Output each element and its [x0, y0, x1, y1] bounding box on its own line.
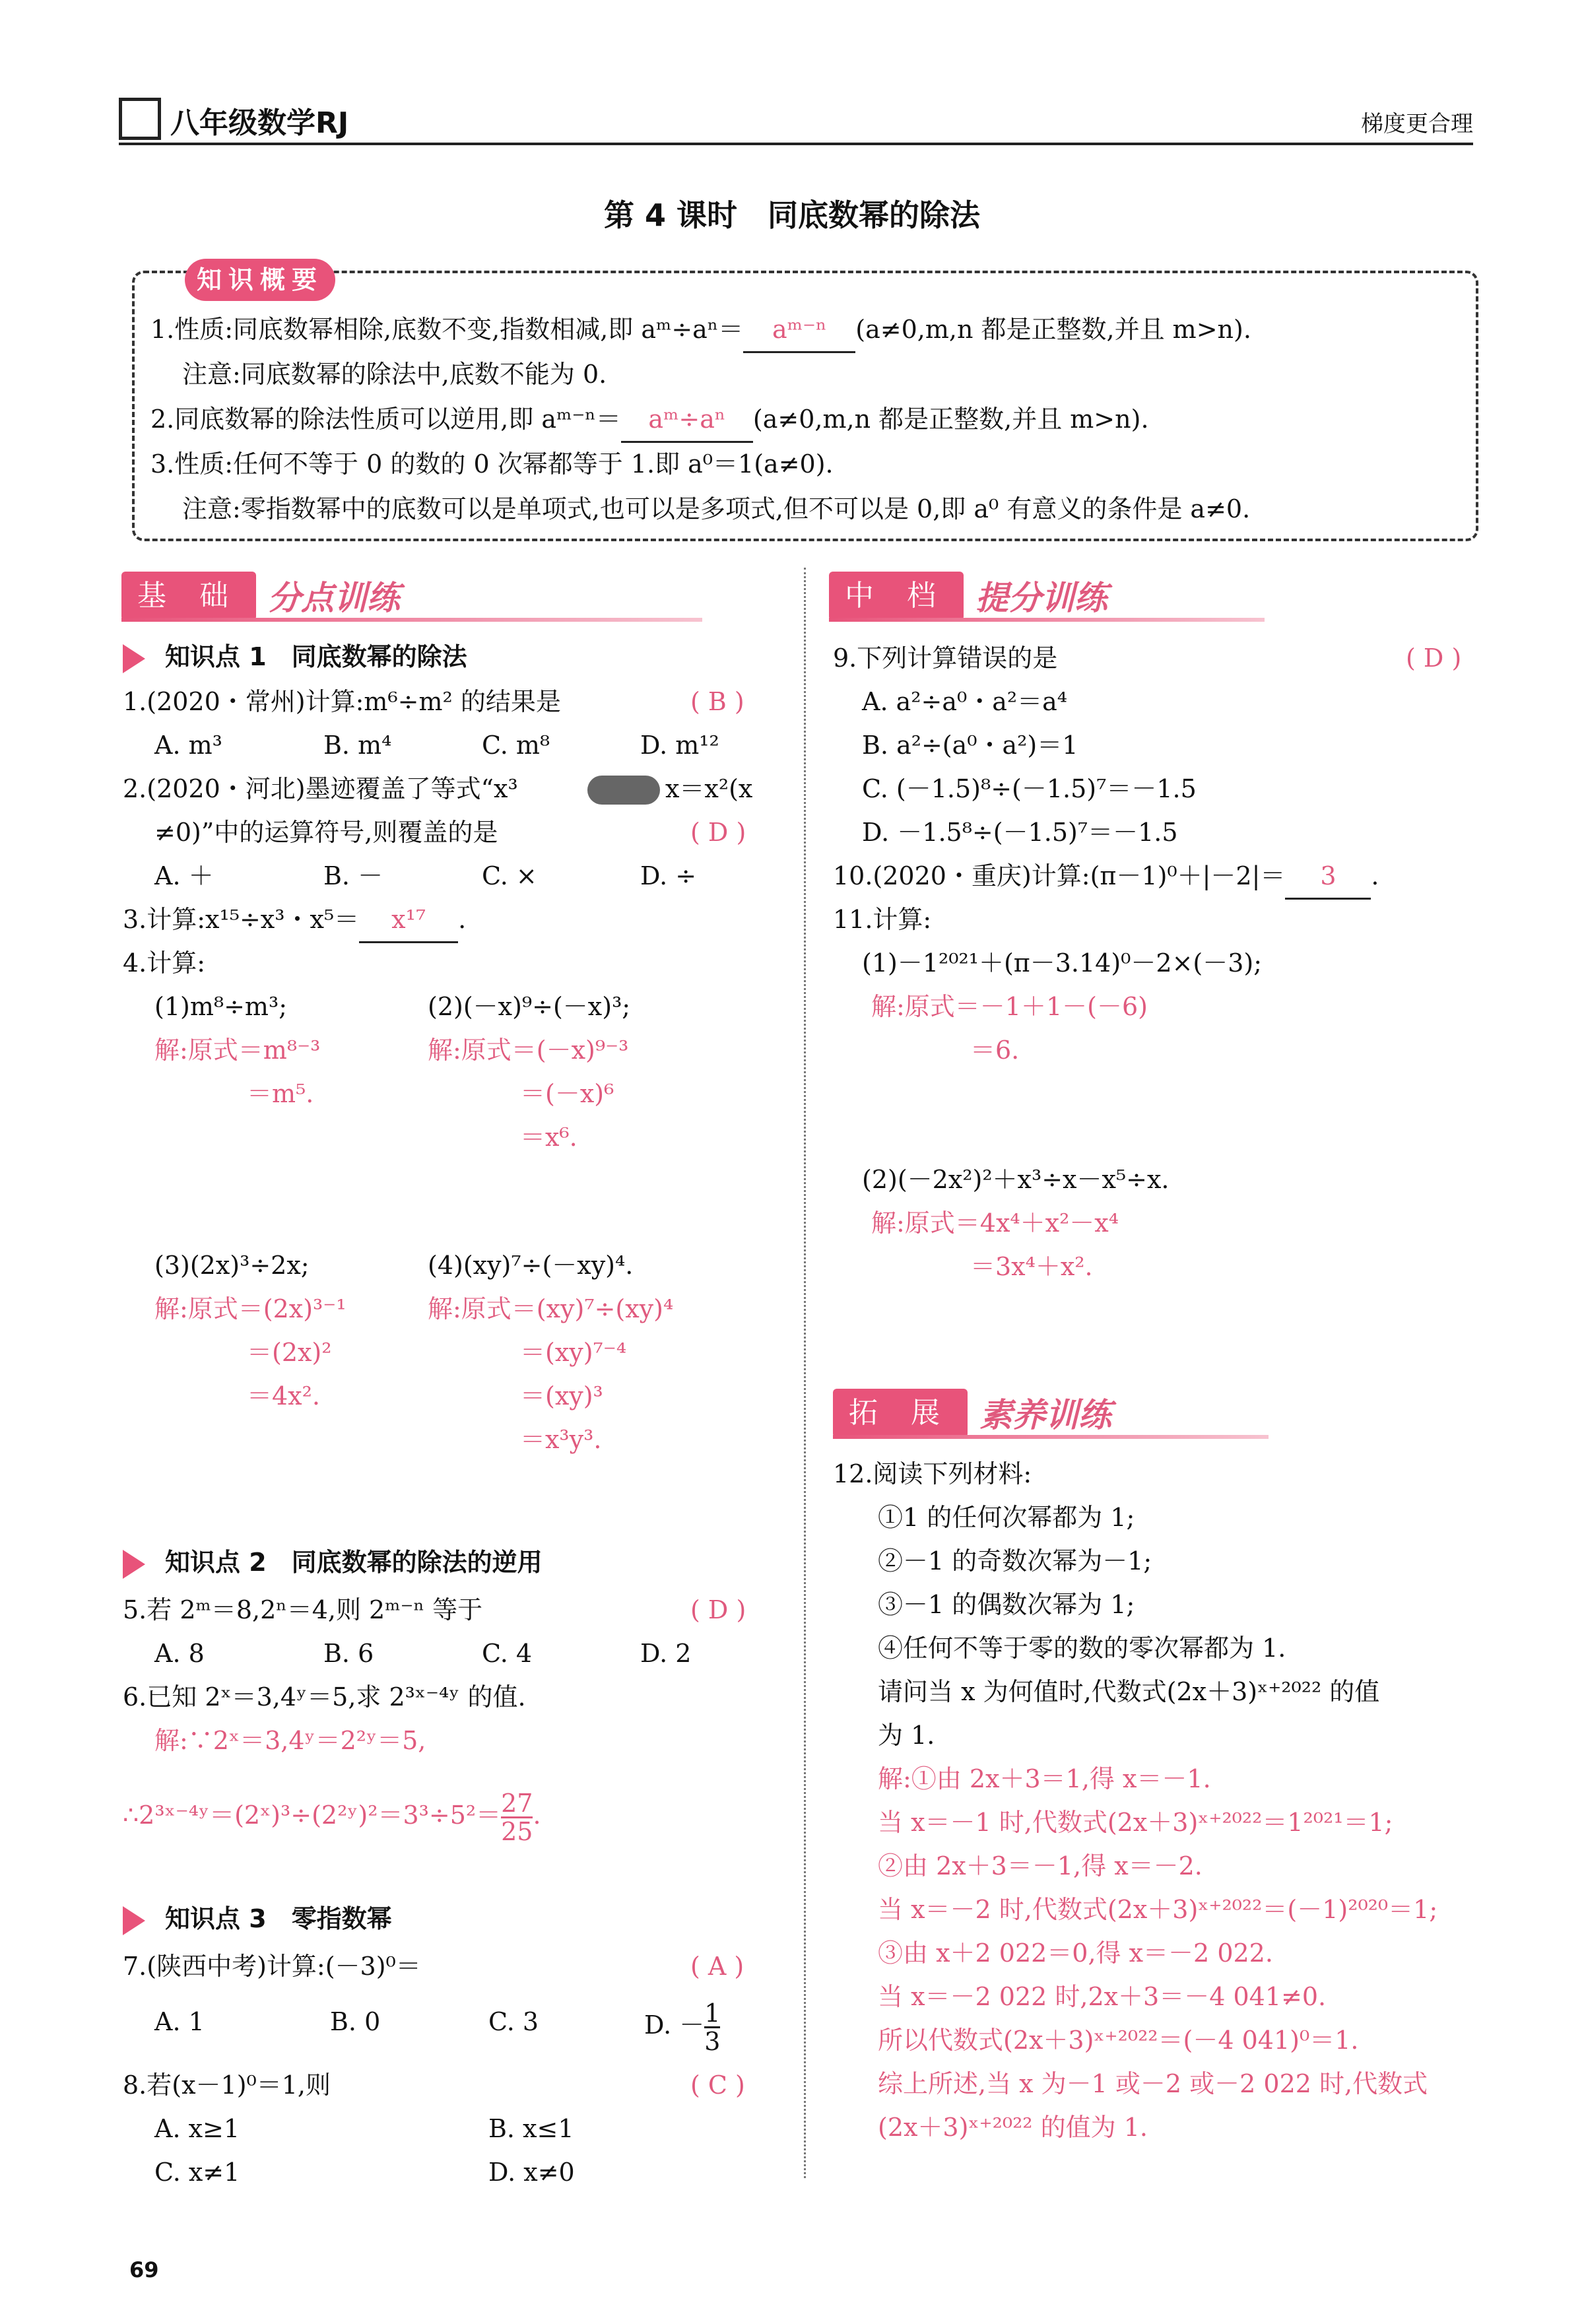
column-divider: [804, 568, 806, 2178]
q12-solution-6: 当 x＝－2 022 时,2x＋3＝－4 041≠0.: [878, 1982, 1327, 2011]
q6-step-2-text: ∴2³ˣ⁻⁴ʸ＝(2ˣ)³÷(2²ʸ)²＝3³÷5²＝: [123, 1801, 502, 1830]
q4-part-4-step-2: ＝(xy)⁷⁻⁴: [520, 1338, 627, 1367]
section-badge-middle: 中 档: [829, 572, 964, 620]
q6-step-1: 解:∵2ˣ＝3,4ʸ＝2²ʸ＝5,: [154, 1726, 426, 1755]
q6-fraction-numerator: 27: [501, 1789, 533, 1818]
q12-ask-line-1: 请问当 x 为何值时,代数式(2x＋3)ˣ⁺²⁰²² 的值: [878, 1677, 1380, 1706]
q1-option-d: D. m¹²: [640, 731, 719, 760]
q4-part-3-step-2: ＝(2x)²: [247, 1338, 332, 1367]
triangle-icon: [123, 1550, 145, 1579]
q8-option-c: C. x≠1: [154, 2158, 240, 2187]
q4-part-2: (2)(－x)⁹÷(－x)³;: [428, 992, 631, 1021]
q4-part-1-step-1: 解:原式＝m⁸⁻³: [154, 1036, 321, 1065]
q9-option-b: B. a²÷(a⁰・a²)＝1: [862, 731, 1078, 760]
q4-part-4-step-3: ＝(xy)³: [520, 1381, 603, 1411]
question-9: 9.下列计算错误的是: [833, 644, 1058, 673]
lesson-title: 第 4 课时 同底数幂的除法: [603, 197, 981, 233]
q1-option-b: B. m⁴: [323, 731, 392, 760]
q4-part-3-step-1: 解:原式＝(2x)³⁻¹: [154, 1294, 346, 1323]
material-4: ④任何不等于零的数的零次幂都为 1.: [878, 1634, 1286, 1663]
header-slogan: 梯度更合理: [1361, 111, 1473, 137]
question-10-text: 10.(2020・重庆)计算:(π－1)⁰＋|－2|＝: [833, 861, 1286, 890]
q11-part-2-step-2: ＝3x⁴＋x².: [970, 1252, 1093, 1281]
q9-option-a: A. a²÷a⁰・a²＝a⁴: [862, 687, 1067, 716]
knowledge-line-2: 注意:同底数幂的除法中,底数不能为 0.: [182, 360, 607, 389]
question-3-text: 3.计算:x¹⁵÷x³・x⁵＝: [123, 905, 360, 934]
section-rule-middle: [829, 618, 1265, 622]
section-badge-basic: 基 础: [121, 572, 256, 620]
triangle-icon: [123, 1906, 145, 1935]
section-rule-basic: [121, 618, 702, 622]
question-7-answer: ( A ): [690, 1952, 744, 1981]
book-title: 八年级数学RJ: [170, 106, 349, 140]
question-3-answer: x¹⁷: [359, 898, 458, 943]
question-2-part-2: x＝x²(x: [665, 774, 753, 803]
q2-option-a: A. ＋: [154, 861, 214, 890]
q4-part-4-step-1: 解:原式＝(xy)⁷÷(xy)⁴: [428, 1294, 674, 1323]
q7-fraction-denominator: 3: [704, 2027, 721, 2056]
question-4: 4.计算:: [123, 948, 206, 978]
material-2: ②－1 的奇数次幂为－1;: [878, 1546, 1152, 1576]
q7-option-c: C. 3: [488, 2007, 539, 2036]
question-10-answer: 3: [1285, 854, 1371, 900]
q5-option-a: A. 8: [154, 1639, 205, 1668]
question-6: 6.已知 2ˣ＝3,4ʸ＝5,求 2³ˣ⁻⁴ʸ 的值.: [123, 1682, 526, 1711]
knowledge-line-1: [150, 308, 1251, 353]
q6-fraction-denominator: 25: [501, 1817, 533, 1846]
knowledge-point-3-label: 知识点 3 零指数幂: [165, 1904, 392, 1933]
triangle-icon: [123, 644, 145, 673]
q8-option-d: D. x≠0: [488, 2158, 575, 2187]
page-number: 69: [129, 2257, 159, 2282]
question-2-answer: ( D ): [690, 818, 746, 847]
material-3: ③－1 的偶数次幂为 1;: [878, 1590, 1135, 1619]
q5-option-c: C. 4: [482, 1639, 533, 1668]
q5-option-d: D. 2: [640, 1639, 692, 1668]
q12-solution-3: ②由 2x＋3＝－1,得 x＝－2.: [878, 1851, 1203, 1880]
section-badge-extend: 拓 展: [833, 1389, 968, 1438]
q4-part-4: (4)(xy)⁷÷(－xy)⁴.: [428, 1251, 634, 1280]
q12-solution-1: 解:①由 2x＋3＝1,得 x＝－1.: [878, 1764, 1211, 1793]
q12-solution-9: (2x＋3)ˣ⁺²⁰²² 的值为 1.: [878, 2113, 1148, 2142]
q7-option-d-fraction: [704, 2000, 720, 2055]
knowledge-line-1-tail: (a≠0,m,n 都是正整数,并且 m>n).: [855, 315, 1251, 344]
question-2-part-1: 2.(2020・河北)墨迹覆盖了等式“x³: [123, 774, 518, 803]
ink-blot: [587, 776, 660, 805]
question-5-answer: ( D ): [690, 1595, 746, 1624]
q7-option-b: B. 0: [330, 2007, 381, 2036]
knowledge-point-2: [123, 1542, 543, 1579]
header-rule: [119, 143, 1473, 145]
knowledge-point-3: [123, 1898, 392, 1935]
q12-solution-8: 综上所述,当 x 为－1 或－2 或－2 022 时,代数式: [878, 2069, 1428, 2098]
q4-part-1-step-2: ＝m⁵.: [247, 1079, 314, 1108]
question-10: 10.(2020・重庆)计算:(π－1)⁰＋|－2|＝ 3 .: [833, 854, 1379, 900]
q8-option-a: A. x≥1: [154, 2114, 240, 2143]
q1-option-c: C. m⁸: [482, 731, 550, 760]
q12-solution-7: 所以代数式(2x＋3)ˣ⁺²⁰²²＝(－4 041)⁰＝1.: [878, 2026, 1359, 2055]
question-9-answer: ( D ): [1406, 644, 1462, 673]
knowledge-point-1: [123, 636, 467, 673]
question-11: 11.计算:: [833, 905, 932, 934]
question-7: 7.(陕西中考)计算:(－3)⁰＝: [123, 1952, 421, 1981]
q4-part-2-step-1: 解:原式＝(－x)⁹⁻³: [428, 1036, 629, 1065]
q2-option-d: D. ÷: [640, 861, 697, 890]
section-title-middle: 提分训练: [975, 579, 1107, 617]
q4-part-1: (1)m⁸÷m³;: [154, 992, 288, 1021]
knowledge-line-3-tail: (a≠0,m,n 都是正整数,并且 m>n).: [752, 405, 1149, 434]
question-1-answer: ( B ): [690, 687, 744, 716]
question-8: 8.若(x－1)⁰＝1,则: [123, 2071, 331, 2100]
knowledge-point-2-label: 知识点 2 同底数幂的除法的逆用: [165, 1548, 543, 1577]
question-2-part-3: ≠0)”中的运算符号,则覆盖的是: [154, 818, 498, 847]
publisher-logo-icon: [119, 98, 161, 140]
q7-option-d: [644, 2000, 720, 2055]
q11-part-2: (2)(－2x²)²＋x³÷x－x⁵÷x.: [862, 1165, 1170, 1194]
question-5: 5.若 2ᵐ＝8,2ⁿ＝4,则 2ᵐ⁻ⁿ 等于: [123, 1595, 483, 1624]
knowledge-line-1-text: 1.性质:同底数幂相除,底数不变,指数相减,即 aᵐ÷aⁿ＝: [150, 315, 744, 344]
knowledge-line-3: [150, 397, 1149, 443]
q4-part-2-step-2: ＝(－x)⁶: [520, 1079, 614, 1108]
question-12: 12.阅读下列材料:: [833, 1459, 1032, 1488]
q12-solution-2: 当 x＝－1 时,代数式(2x＋3)ˣ⁺²⁰²²＝1²⁰²¹＝1;: [878, 1808, 1393, 1837]
question-8-answer: ( C ): [690, 2071, 745, 2100]
q5-option-b: B. 6: [323, 1639, 374, 1668]
q6-step-2: ∴2³ˣ⁻⁴ʸ＝(2ˣ)³÷(2²ʸ)²＝3³÷5²＝ $\frac{27}{25}$ .: [123, 1789, 541, 1846]
material-1: ①1 的任何次幂都为 1;: [878, 1503, 1135, 1532]
q12-solution-5: ③由 x＋2 022＝0,得 x＝－2 022.: [878, 1939, 1273, 1968]
knowledge-point-1-label: 知识点 1 同底数幂的除法: [165, 642, 467, 671]
knowledge-line-3-text: 2.同底数幂的除法性质可以逆用,即 aᵐ⁻ⁿ＝: [150, 405, 621, 434]
knowledge-line-4: 3.性质:任何不等于 0 的数的 0 次幂都等于 1.即 a⁰＝1(a≠0).: [150, 449, 834, 479]
q9-option-d: D. －1.5⁸÷(－1.5)⁷＝－1.5: [862, 818, 1178, 847]
q7-fraction-numerator: 1: [704, 1999, 721, 2028]
q4-part-3-step-3: ＝4x².: [247, 1381, 320, 1411]
q2-option-b: B. －: [323, 861, 383, 890]
q8-option-b: B. x≤1: [488, 2114, 574, 2143]
q4-part-2-step-3: ＝x⁶.: [520, 1123, 578, 1152]
section-title-basic: 分点训练: [268, 579, 400, 617]
section-title-extend: 素养训练: [979, 1396, 1111, 1434]
question-3: 3.计算:x¹⁵÷x³・x⁵＝ x¹⁷ .: [123, 898, 466, 943]
q7-option-a: A. 1: [154, 2007, 205, 2036]
q11-part-1-step-2: ＝6.: [970, 1036, 1020, 1065]
q12-solution-4: 当 x＝－2 时,代数式(2x＋3)ˣ⁺²⁰²²＝(－1)²⁰²⁰＝1;: [878, 1895, 1438, 1924]
q2-option-c: C. ×: [482, 861, 537, 890]
section-rule-extend: [833, 1435, 1269, 1439]
q4-part-3: (3)(2x)³÷2x;: [154, 1251, 310, 1280]
q6-fraction: [501, 1790, 533, 1845]
knowledge-answer-1: aᵐ⁻ⁿ: [743, 308, 855, 353]
q11-part-2-step-1: 解:原式＝4x⁴＋x²－x⁴: [871, 1209, 1119, 1238]
q11-part-1: (1)－1²⁰²¹＋(π－3.14)⁰－2×(－3);: [862, 948, 1263, 978]
q12-ask-line-2: 为 1.: [878, 1721, 935, 1750]
question-1: 1.(2020・常州)计算:m⁶÷m² 的结果是: [123, 687, 561, 716]
q4-part-4-step-4: ＝x³y³.: [520, 1425, 602, 1454]
q11-part-1-step-1: 解:原式＝－1＋1－(－6): [871, 992, 1148, 1021]
q7-option-d-text: D. －: [644, 2010, 705, 2040]
knowledge-summary-tag: 知识概要: [185, 259, 335, 301]
knowledge-line-5: 注意:零指数幂中的底数可以是单项式,也可以是多项式,但不可以是 0,即 a⁰ 有意义的条件是 a≠0.: [182, 494, 1251, 523]
q1-option-a: A. m³: [154, 731, 222, 760]
q9-option-c: C. (－1.5)⁸÷(－1.5)⁷＝－1.5: [862, 774, 1197, 803]
knowledge-answer-2: aᵐ÷aⁿ: [621, 397, 753, 443]
